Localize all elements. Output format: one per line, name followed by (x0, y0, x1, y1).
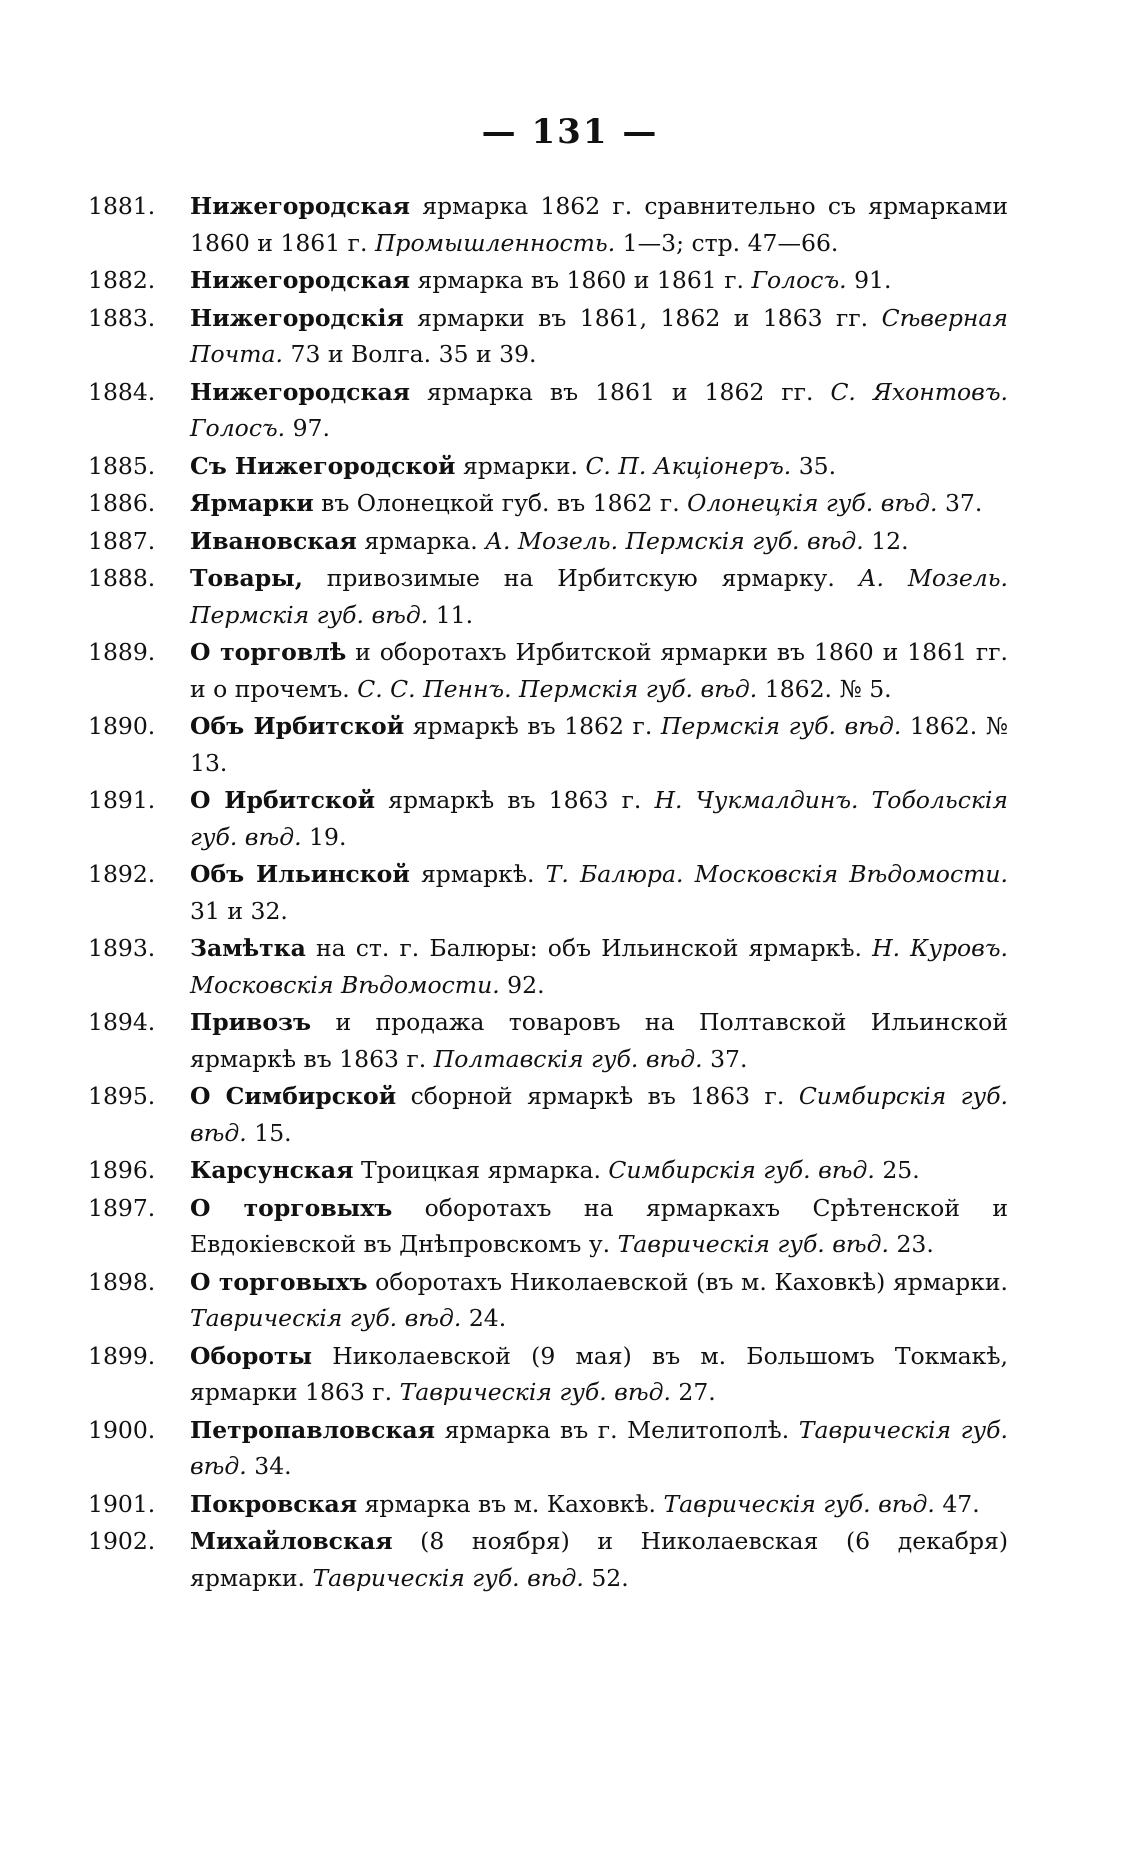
entry-heading: Объ Ильинской (190, 860, 410, 888)
bibliography-entry (88, 634, 1008, 707)
entry-heading: О торговыхъ (190, 1267, 368, 1296)
entry-source: Т. Балюра. Московскія Вѣдомости. (545, 860, 1008, 888)
entry-tail: 27. (670, 1378, 716, 1406)
entry-text: ярмарка въ г. Мелитополѣ. (435, 1415, 799, 1444)
entry-tail: 1—3; стр. 47—66. (615, 228, 839, 257)
entry-text: ярмарка 1862 г. сравнительно съ ярмарками 1860 и 1861 г. (190, 192, 1008, 257)
bibliography-entry (88, 448, 1008, 485)
entry-number: 1902. (88, 1527, 156, 1555)
entry-tail: 52. (583, 1563, 629, 1592)
entry-tail: 37. (702, 1044, 748, 1073)
entry-source: Сѣверная Почта. (190, 303, 1008, 368)
entry-number: 1898. (88, 1267, 156, 1296)
entry-tail: 37. (937, 489, 983, 517)
entry-source: Симбирскія губ. вѣд. (608, 1156, 875, 1184)
entry-heading: Петропавловская (190, 1415, 436, 1444)
entry-text: Троицкая ярмарка. (353, 1156, 609, 1184)
entry-source: С. П. Акціонеръ. (585, 451, 792, 480)
bibliography-entry (88, 1338, 1008, 1411)
entry-heading: Покровская (190, 1489, 358, 1518)
entry-number: 1887. (88, 526, 156, 555)
entry-heading: О Симбирской (190, 1082, 397, 1110)
entry-tail: 15. (246, 1118, 292, 1147)
entry-source: Н. Чукмалдинъ. Тобольскія губ. вѣд. (190, 786, 1008, 851)
entry-source: Голосъ. (751, 266, 847, 294)
entry-source: Таврическія губ. вѣд. (399, 1378, 671, 1406)
entry-heading: Ярмарки (190, 489, 314, 517)
bibliography-entry (88, 523, 1008, 560)
bibliography-entry (88, 930, 1008, 1003)
entry-tail: 12. (863, 526, 909, 555)
bibliography-entry (88, 374, 1008, 447)
entry-heading: Карсунская (190, 1156, 354, 1184)
bibliography-entry (88, 1078, 1009, 1151)
entry-tail: 97. (285, 414, 330, 442)
entry-source: Таврическія губ. вѣд. (663, 1489, 935, 1518)
entry-source: Таврическія губ. вѣд. (190, 1304, 462, 1332)
bibliography-entry (88, 560, 1009, 633)
entry-tail: 34. (246, 1452, 292, 1480)
entry-text: привозимые на Ирбитскую ярмарку. (302, 564, 859, 592)
entry-heading: Обороты (190, 1341, 313, 1370)
entry-tail: 25. (874, 1156, 920, 1184)
entry-text: ярмарка въ 1861 и 1862 гг. (410, 377, 831, 406)
bibliography-entry (88, 1486, 1008, 1523)
entry-heading: О Ирбитской (190, 786, 375, 814)
entry-text: сборной ярмаркѣ въ 1863 г. (396, 1082, 799, 1110)
bibliography-list (88, 188, 1009, 1597)
entry-source: Олонецкія губ. вѣд. (687, 489, 938, 517)
entry-text: ярмарка въ 1860 и 1861 г. (410, 266, 752, 294)
bibliography-entry (88, 782, 1008, 855)
entry-text: ярмарки. (455, 451, 586, 480)
entry-heading: Нижегородская (190, 192, 411, 220)
entry-text: и продажа товаровъ на Полтавской Ильинской ярмаркѣ въ 1863 г. (190, 1008, 1008, 1073)
entry-heading: Привозъ (190, 1008, 312, 1036)
entry-source: Пермскія губ. вѣд. (660, 712, 902, 740)
entry-number: 1901. (88, 1489, 156, 1518)
entry-source: Таврическія губ. вѣд. (312, 1563, 584, 1592)
entry-source: С. Яхонтовъ. Голосъ. (190, 377, 1008, 442)
entry-text: ярмаркѣ въ 1863 г. (375, 786, 655, 814)
entry-number: 1881. (88, 192, 156, 220)
entry-tail: 91. (846, 266, 892, 294)
entry-source: А. Мозель. Пермскія губ. вѣд. (190, 564, 1009, 629)
entry-heading: Товары, (190, 564, 303, 592)
entry-number: 1893. (88, 934, 156, 962)
entry-tail: 23. (889, 1230, 934, 1258)
entry-number: 1885. (88, 451, 156, 480)
entry-source: Таврическія губ. вѣд. (617, 1230, 889, 1258)
entry-heading: Нижегородскія (190, 303, 404, 332)
bibliography-entry (88, 856, 1008, 929)
entry-text: и оборотахъ Ирбитской ярмарки въ 1860 и 1861 гг. и о прочемъ. (190, 638, 1008, 703)
entry-tail: 11. (428, 600, 474, 629)
entry-text: ярмаркѣ въ 1862 г. (404, 712, 661, 740)
entry-text: въ Олонецкой губ. въ 1862 г. (313, 489, 688, 517)
entry-source: А. Мозель. Пермскія губ. вѣд. (485, 526, 864, 555)
entry-source: Н. Куровъ. Московскія Вѣдомости. (190, 934, 1008, 999)
entry-tail: 35. (791, 451, 837, 480)
entry-number: 1882. (88, 266, 156, 294)
bibliography-entry (88, 1523, 1008, 1596)
entry-source: С. С. Пеннъ. Пермскія губ. вѣд. (357, 674, 758, 703)
entry-heading: Съ Нижегородской (190, 451, 456, 480)
entry-tail: 1862. № 5. (757, 674, 892, 703)
entry-number: 1886. (88, 489, 156, 517)
entry-tail: 24. (461, 1304, 507, 1332)
entry-heading: Михайловская (190, 1527, 393, 1555)
entry-heading: Нижегородская (190, 377, 411, 406)
entry-heading: Замѣтка (190, 934, 306, 962)
page-number: — 131 — (481, 112, 659, 152)
entry-text: ярмарка въ м. Каховкѣ. (357, 1489, 664, 1518)
entry-number: 1883. (88, 303, 156, 332)
bibliography-entry (88, 1190, 1008, 1263)
bibliography-entry (88, 300, 1008, 373)
bibliography-entry (88, 708, 1008, 781)
bibliography-entry (88, 1152, 1008, 1189)
entry-number: 1889. (88, 638, 156, 666)
entry-text: ярмаркѣ. (409, 860, 546, 888)
entry-number: 1896. (88, 1156, 156, 1184)
entry-text: ярмарка. (356, 526, 486, 555)
entry-heading: О торговыхъ (190, 1193, 393, 1222)
entry-number: 1897. (88, 1193, 156, 1222)
entry-text: оборотахъ на ярмаркахъ Срѣтенской и Евдокіевской въ Днѣпровскомъ у. (190, 1193, 1008, 1258)
entry-heading: Нижегородская (190, 266, 411, 294)
entry-number: 1899. (88, 1341, 156, 1370)
entry-number: 1884. (88, 377, 156, 406)
entry-text: Николаевской (9 мая) въ м. Большомъ Токмакѣ, ярмарки 1863 г. (190, 1341, 1008, 1406)
bibliography-entry (88, 1004, 1008, 1077)
entry-number: 1890. (88, 712, 156, 740)
entry-text: на ст. г. Балюры: объ Ильинской ярмаркѣ. (305, 934, 873, 962)
entry-tail: 92. (499, 970, 545, 999)
entry-text: ярмарки въ 1861, 1862 и 1863 гг. (403, 303, 882, 332)
entry-source: Таврическія губ. вѣд. (190, 1415, 1008, 1480)
bibliography-entry (88, 1412, 1008, 1485)
bibliography-entry (88, 485, 1008, 522)
entry-number: 1900. (88, 1415, 156, 1444)
bibliography-entry (88, 262, 1008, 299)
bibliography-entry (88, 188, 1008, 261)
entry-number: 1888. (88, 564, 156, 592)
entry-number: 1894. (88, 1008, 156, 1036)
entry-heading: Ивановская (190, 526, 357, 555)
entry-tail: 73 и Волга. 35 и 39. (283, 340, 537, 368)
entry-tail: 47. (934, 1489, 980, 1518)
entry-text: (8 ноября) и Николаевская (6 декабря) ярмарки. (190, 1527, 1008, 1592)
entry-number: 1891. (88, 786, 156, 814)
entry-source: Симбирскія губ. вѣд. (190, 1082, 1009, 1147)
bibliography-entry (88, 1264, 1008, 1337)
entry-tail: 19. (301, 822, 347, 851)
entry-text: оборотахъ Николаевской (въ м. Каховкѣ) ярмарки. (367, 1267, 1008, 1296)
entry-tail: 31 и 32. (190, 896, 288, 925)
entry-heading: О торговлѣ (190, 638, 347, 666)
entry-number: 1895. (88, 1082, 156, 1110)
entry-heading: Объ Ирбитской (190, 712, 405, 740)
entry-source: Промышленность. (374, 228, 616, 257)
entry-source: Полтавскія губ. вѣд. (433, 1044, 703, 1073)
entry-number: 1892. (88, 860, 156, 888)
entry-tail: 1862. № 13. (190, 712, 1008, 777)
